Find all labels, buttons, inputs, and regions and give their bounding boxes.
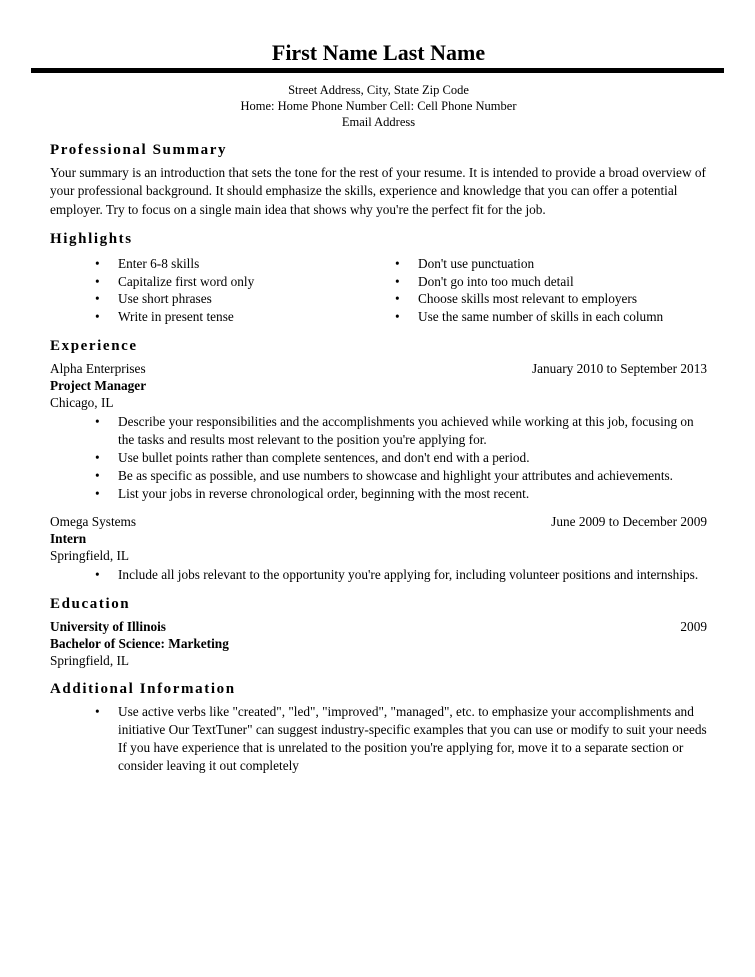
additional-information-bullet-text: Use active verbs like "created", "led", "improved", "managed", etc. to emphasize your accomplishments and initiative Our TextTuner" can suggest industry-specific examples that you can use or modify to suit your needs If you have experience that is unrelated to the position you're applying for, move it to a separate section or consider leaving it out completely bbox=[118, 703, 707, 773]
education-degree: Bachelor of Science: Marketing bbox=[50, 635, 229, 651]
contact-phones: Home: Home Phone Number Cell: Cell Phone Number bbox=[240, 99, 517, 113]
contact-address: Street Address, City, State Zip Code bbox=[288, 83, 469, 97]
section-additional-information bbox=[50, 680, 707, 775]
bullet-icon: • bbox=[395, 291, 400, 307]
bullet-icon: • bbox=[95, 256, 100, 272]
additional-information-bullet bbox=[50, 703, 707, 775]
bullet-icon: • bbox=[95, 485, 100, 501]
bullet-icon: • bbox=[95, 291, 100, 307]
resume-header bbox=[50, 42, 707, 130]
job-bullet bbox=[50, 566, 707, 584]
job-bullet-text: Include all jobs relevant to the opportunity you're applying for, including volunteer positions and internships. bbox=[118, 566, 699, 582]
job-header-row bbox=[50, 360, 707, 377]
job-location: Chicago, IL bbox=[50, 394, 114, 410]
job-bullet-text: List your jobs in reverse chronological order, beginning with the most recent. bbox=[118, 485, 530, 501]
job-entry-omega-systems bbox=[50, 513, 707, 584]
highlight-item bbox=[50, 273, 350, 291]
job-bullet bbox=[50, 485, 707, 503]
highlights-right-column bbox=[350, 253, 707, 325]
education-school: University of Illinois bbox=[50, 618, 166, 634]
job-title: Intern bbox=[50, 530, 87, 546]
job-bullet-text: Use bullet points rather than complete sentences, and don't end with a period. bbox=[118, 449, 530, 465]
highlight-item bbox=[50, 308, 350, 326]
section-highlights bbox=[50, 230, 707, 325]
job-bullet-text: Be as specific as possible, and use numbers to showcase and highlight your attributes and achievements. bbox=[118, 467, 674, 483]
bullet-icon: • bbox=[95, 309, 100, 324]
job-header-row bbox=[50, 513, 707, 530]
highlight-item-text: Choose skills most relevant to employers bbox=[418, 291, 638, 307]
highlights-left-list bbox=[50, 255, 350, 325]
highlights-columns bbox=[50, 253, 707, 325]
professional-summary-text: Your summary is an introduction that sets the tone for the rest of your resume. It is intended to provide a broad overview of your professional background. It should emphasize the skills, experience and knowledge that you can offer a potential employer. Try to focus on a single main idea that shows why you're the perfect fit for the job. bbox=[50, 165, 706, 217]
bullet-icon: • bbox=[95, 703, 100, 719]
bullet-icon: • bbox=[395, 273, 400, 289]
highlight-item bbox=[50, 290, 350, 308]
bullet-icon: • bbox=[95, 413, 100, 429]
highlight-item-text: Capitalize first word only bbox=[118, 273, 255, 289]
education-location: Springfield, IL bbox=[50, 652, 130, 668]
bullet-icon: • bbox=[395, 309, 400, 324]
contact-block bbox=[50, 82, 707, 130]
education-year: 2009 bbox=[680, 618, 707, 634]
additional-information-heading: Additional Information bbox=[50, 680, 236, 697]
job-location: Springfield, IL bbox=[50, 547, 130, 563]
job-bullet bbox=[50, 467, 707, 485]
additional-information-list bbox=[50, 703, 707, 775]
experience-heading: Experience bbox=[50, 337, 138, 354]
section-professional-summary bbox=[50, 141, 707, 219]
highlight-item bbox=[350, 290, 707, 308]
section-experience bbox=[50, 337, 707, 584]
professional-summary-heading: Professional Summary bbox=[50, 142, 228, 158]
highlight-item-text: Use the same number of skills in each column bbox=[418, 309, 664, 324]
job-title: Project Manager bbox=[50, 377, 147, 393]
header-double-rule bbox=[31, 68, 724, 73]
education-heading: Education bbox=[50, 595, 131, 612]
highlight-item bbox=[350, 308, 707, 326]
job-entry-alpha-enterprises bbox=[50, 360, 707, 503]
highlight-item-text: Don't go into too much detail bbox=[418, 273, 574, 289]
highlights-heading: Highlights bbox=[50, 231, 133, 248]
highlight-item bbox=[50, 255, 350, 273]
section-education bbox=[50, 595, 707, 669]
job-company: Omega Systems bbox=[50, 513, 137, 529]
highlight-item-text: Write in present tense bbox=[118, 309, 234, 324]
highlight-item bbox=[350, 255, 707, 273]
bullet-icon: • bbox=[95, 467, 100, 483]
job-bullet bbox=[50, 413, 707, 449]
job-company: Alpha Enterprises bbox=[50, 360, 146, 376]
bullet-icon: • bbox=[95, 273, 100, 289]
job-dates: June 2009 to December 2009 bbox=[551, 513, 707, 529]
job-dates: January 2010 to September 2013 bbox=[531, 360, 707, 376]
bullet-icon: • bbox=[95, 449, 100, 465]
job-bullet-list bbox=[50, 413, 707, 503]
bullet-icon: • bbox=[95, 566, 100, 582]
highlights-left-column bbox=[50, 253, 350, 325]
highlights-right-list bbox=[350, 255, 707, 325]
person-name: First Name Last Name bbox=[271, 40, 486, 65]
job-bullet-list bbox=[50, 566, 707, 584]
highlight-item bbox=[350, 273, 707, 291]
job-bullet-text: Describe your responsibilities and the accomplishments you achieved while working at this job, focusing on the tasks and results most relevant to the position you're applying for. bbox=[118, 413, 694, 447]
bullet-icon: • bbox=[395, 256, 400, 272]
job-bullet bbox=[50, 449, 707, 467]
highlight-item-text: Don't use punctuation bbox=[418, 256, 535, 272]
education-header-row bbox=[50, 618, 707, 635]
highlight-item-text: Enter 6-8 skills bbox=[118, 256, 200, 272]
highlight-item-text: Use short phrases bbox=[118, 291, 212, 307]
contact-email: Email Address bbox=[341, 115, 416, 129]
